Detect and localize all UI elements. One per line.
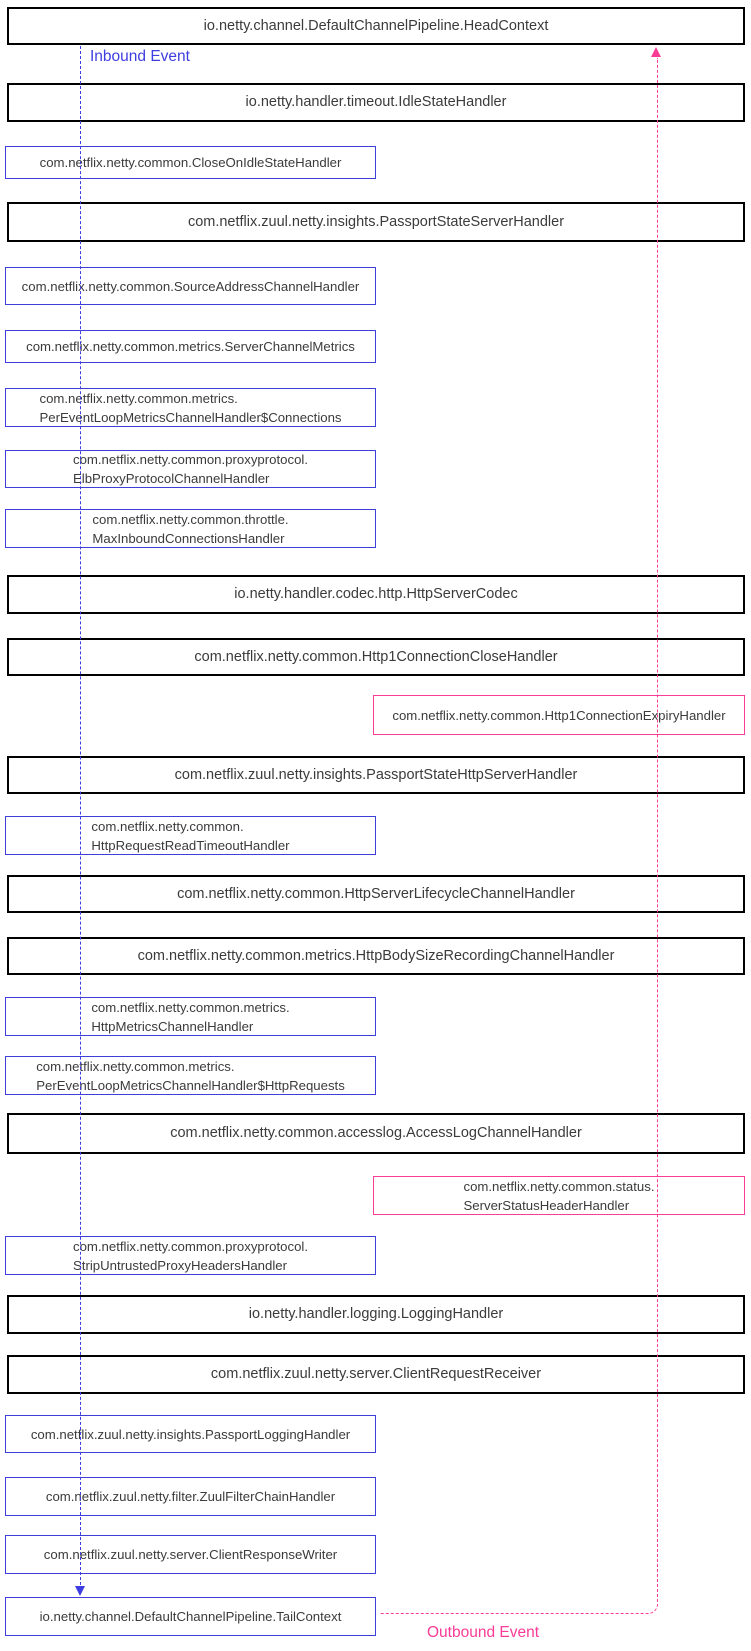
outbound-event-label: Outbound Event bbox=[427, 1624, 540, 1641]
handler-label-line: MaxInboundConnectionsHandler bbox=[92, 530, 285, 546]
outbound-event-line bbox=[380, 58, 658, 1614]
handler-box-close-on-idle bbox=[5, 146, 376, 179]
handler-label-line: com.netflix.netty.common.Http1ConnectionCloseHandler bbox=[194, 648, 558, 665]
handler-label-line: com.netflix.zuul.netty.filter.ZuulFilterChainHandler bbox=[45, 1489, 336, 1504]
handler-label bbox=[26, 337, 355, 356]
handler-box-http-metrics bbox=[5, 997, 376, 1036]
handler-box-per-event-loop-http-requests bbox=[5, 1056, 376, 1095]
handler-label-line: HttpRequestReadTimeoutHandler bbox=[91, 837, 290, 853]
handler-label-line: com.netflix.netty.common.metrics. bbox=[39, 390, 238, 406]
handler-label-line: com.netflix.netty.common.SourceAddressChannelHandler bbox=[21, 278, 360, 294]
handler-label bbox=[31, 1425, 350, 1444]
handler-label-line: com.netflix.netty.common.status. bbox=[463, 1178, 655, 1194]
handler-box-client-response-writer bbox=[5, 1535, 376, 1574]
handler-box-tail-context bbox=[5, 1597, 376, 1636]
handler-box-zuul-filter-chain bbox=[5, 1477, 376, 1516]
handler-label-line: com.netflix.netty.common.CloseOnIdleStateHandler bbox=[39, 155, 342, 170]
handler-label bbox=[22, 277, 360, 296]
handler-label bbox=[36, 1057, 345, 1095]
inbound-event-line bbox=[80, 46, 81, 1585]
handler-label-line: ElbProxyProtocolChannelHandler bbox=[72, 471, 270, 486]
handler-label-line: com.netflix.netty.common.accesslog.AccessLogChannelHandler bbox=[170, 1125, 582, 1141]
handler-label bbox=[91, 817, 289, 855]
handler-label bbox=[92, 510, 288, 548]
handler-box-strip-untrusted-proxy-headers bbox=[5, 1236, 376, 1275]
handler-label-line: com.netflix.netty.common.metrics.HttpBodySizeRecordingChannelHandler bbox=[137, 947, 615, 964]
handler-label-line: com.netflix.netty.common.metrics.ServerChannelMetrics bbox=[26, 339, 355, 354]
handler-label-line: io.netty.channel.DefaultChannelPipeline.TailContext bbox=[39, 1609, 342, 1624]
handler-label-line: com.netflix.zuul.netty.server.ClientResponseWriter bbox=[43, 1547, 338, 1562]
handler-label bbox=[91, 998, 289, 1036]
handler-label-line: PerEventLoopMetricsChannelHandler$HttpRequests bbox=[36, 1077, 345, 1093]
handler-label-line: com.netflix.netty.common.Http1ConnectionExpiryHandler bbox=[392, 707, 726, 723]
handler-label bbox=[73, 450, 308, 488]
handler-label-line: StripUntrustedProxyHeadersHandler bbox=[72, 1257, 288, 1273]
handler-label-line: com.netflix.netty.common.proxyprotocol. bbox=[72, 1238, 309, 1254]
handler-label-line: HttpMetricsChannelHandler bbox=[91, 1018, 254, 1034]
handler-label-line: com.netflix.netty.common.metrics. bbox=[91, 999, 290, 1015]
handler-label bbox=[40, 1607, 342, 1626]
handler-label-line: com.netflix.zuul.netty.server.ClientRequestReceiver bbox=[210, 1366, 542, 1382]
handler-label-line: com.netflix.netty.common.proxyprotocol. bbox=[72, 452, 309, 467]
handler-label-line: com.netflix.zuul.netty.insights.PassportStateHttpServerHandler bbox=[174, 766, 578, 783]
inbound-event-label: Inbound Event bbox=[90, 48, 190, 65]
handler-box-head-context bbox=[7, 7, 745, 45]
handler-label-line: com.netflix.netty.common.HttpServerLifecycleChannelHandler bbox=[177, 885, 575, 902]
handler-label bbox=[39, 389, 341, 427]
handler-label-line: io.netty.handler.timeout.IdleStateHandler bbox=[245, 94, 507, 110]
handler-box-elb-proxy-protocol bbox=[5, 450, 376, 488]
handler-label-line: com.netflix.zuul.netty.insights.PassportLoggingHandler bbox=[30, 1426, 351, 1442]
handler-label-line: io.netty.channel.DefaultChannelPipeline.HeadContext bbox=[203, 17, 549, 34]
handler-label-line: com.netflix.netty.common. bbox=[91, 818, 244, 834]
handler-label-line: com.netflix.netty.common.metrics. bbox=[36, 1058, 235, 1074]
handler-box-server-channel-metrics bbox=[5, 330, 376, 363]
handler-label-line: io.netty.handler.logging.LoggingHandler bbox=[248, 1306, 504, 1322]
handler-label bbox=[73, 1237, 308, 1275]
handler-box-per-event-loop-connections bbox=[5, 388, 376, 427]
arrow-up-icon bbox=[651, 47, 661, 57]
handler-label-line: PerEventLoopMetricsChannelHandler$Connections bbox=[39, 409, 342, 425]
handler-label-line: ServerStatusHeaderHandler bbox=[463, 1197, 630, 1213]
handler-label bbox=[40, 153, 342, 172]
handler-box-passport-logging bbox=[5, 1415, 376, 1453]
handler-label bbox=[204, 17, 549, 36]
handler-box-max-inbound-connections bbox=[5, 509, 376, 548]
handler-label bbox=[44, 1545, 337, 1564]
handler-label-line: io.netty.handler.codec.http.HttpServerCodec bbox=[234, 586, 518, 602]
handler-box-source-address bbox=[5, 267, 376, 305]
handler-label-line: com.netflix.zuul.netty.insights.PassportStateServerHandler bbox=[187, 213, 565, 230]
handler-box-http-request-read-timeout bbox=[5, 816, 376, 855]
arrow-down-icon bbox=[75, 1586, 85, 1596]
handler-label bbox=[46, 1487, 335, 1506]
handler-label-line: com.netflix.netty.common.throttle. bbox=[92, 511, 289, 527]
